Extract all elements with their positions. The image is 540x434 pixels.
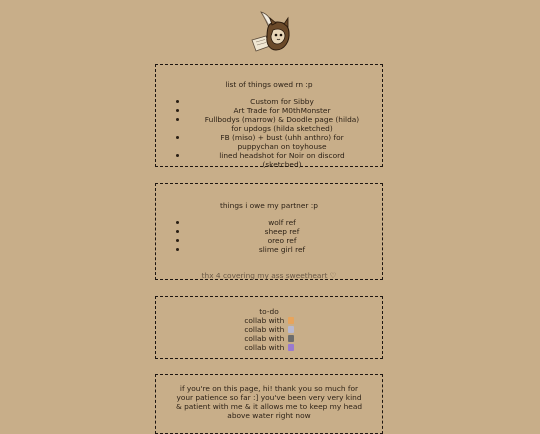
partner-thanks-note: thx 4 covering my ass sweetheart ♡ (201, 271, 337, 280)
partner-list (156, 218, 382, 254)
collab-avatar-icon[interactable] (288, 335, 294, 342)
owed-list-title: list of things owed rn :p (225, 80, 313, 89)
todo-panel (155, 296, 383, 359)
owed-list-panel (155, 64, 383, 167)
collab-item (156, 316, 382, 325)
collab-item (156, 343, 382, 352)
collab-label: collab with (244, 316, 285, 325)
quill-creature-icon (248, 10, 294, 56)
list-item: Fullbodys (marrow) & Doodle page (hilda) for updogs (hilda sketched) (180, 115, 382, 133)
list-item: Art Trade for M0thMonster (180, 106, 382, 115)
list-item: wolf ref (180, 218, 382, 227)
thanks-panel (155, 374, 383, 434)
owed-list (156, 97, 382, 169)
collab-avatar-icon[interactable] (288, 317, 294, 324)
collab-item (156, 334, 382, 343)
collab-label: collab with (244, 325, 285, 334)
todo-title: to-do (259, 307, 279, 316)
list-item: FB (miso) + bust (uhh anthro) for puppychan on toyhouse (180, 133, 382, 151)
partner-list-title: things i owe my partner :p (220, 201, 318, 210)
list-item: slime girl ref (180, 245, 382, 254)
list-item: oreo ref (180, 236, 382, 245)
collab-label: collab with (244, 343, 285, 352)
list-item: lined headshot for Noir on discord (sketched) (180, 151, 382, 169)
partner-owed-panel (155, 183, 383, 280)
thanks-message: if you're on this page, hi! thank you so much for your patience so far :] you've been very very kind & patient with me & it allows me to keep my head above water right now (175, 384, 363, 420)
collab-item (156, 325, 382, 334)
list-item: Custom for Sibby (180, 97, 382, 106)
collab-avatar-icon[interactable] (288, 344, 294, 351)
collab-avatar-icon[interactable] (288, 326, 294, 333)
list-item: sheep ref (180, 227, 382, 236)
collab-label: collab with (244, 334, 285, 343)
site-logo (248, 10, 294, 56)
